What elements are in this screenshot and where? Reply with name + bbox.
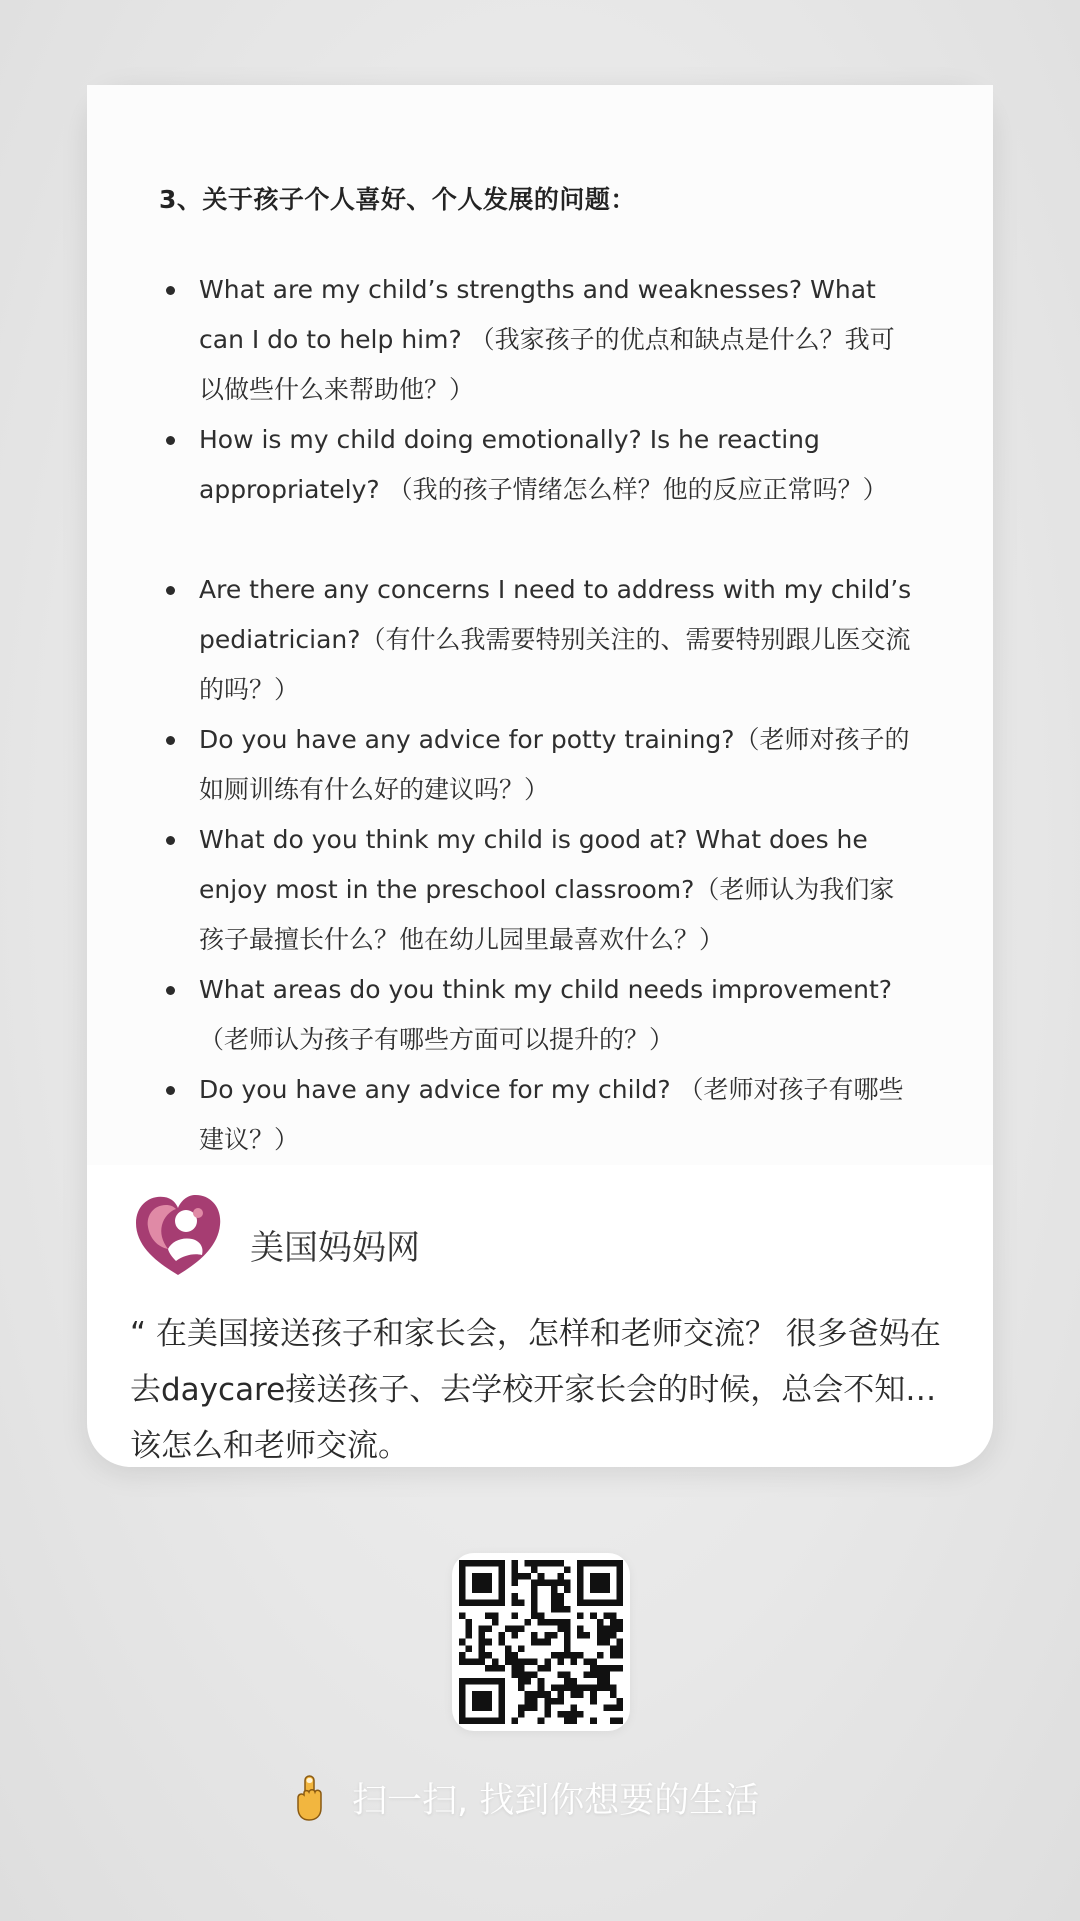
pointing-hand-icon: [290, 1774, 332, 1822]
question-item: Are there any concerns I need to address with my child’s pediatrician?（有什么我需要特别关注的、需要特别跟儿医交流的吗？）: [199, 565, 919, 715]
question-item: Do you have any advice for potty training?（老师对孩子的如厕训练有什么好的建议吗？）: [199, 715, 919, 815]
article-screenshot: [87, 85, 993, 1165]
mother-child-heart-logo-icon: [128, 1183, 228, 1283]
share-card[interactable]: [87, 85, 993, 1467]
qr-code-box[interactable]: [452, 1553, 630, 1731]
article-summary: “ 在美国接送孩子和家长会，怎样和老师交流？ 很多爸妈在去daycare接送孩子、去学校开家长会的时候，总会不知道该怎么和老师交流。: [130, 1316, 941, 1464]
qr-code-icon: [459, 1560, 623, 1724]
question-item: What are my child’s strengths and weaknesses? What can I do to help him? （我家孩子的优点和缺点是什么？我可以做些什么来帮助他？）: [199, 265, 919, 415]
question-item: Do you have any advice for my child? （老师对孩子有哪些建议？）: [199, 1065, 919, 1165]
brand-row[interactable]: [128, 1183, 420, 1283]
brand-name: 美国妈妈网: [250, 1227, 420, 1268]
scan-prompt: [290, 1770, 759, 1826]
article-heading: 3、关于孩子个人喜好、个人发展的问题：: [159, 185, 636, 214]
question-item: How is my child doing emotionally? Is he reacting appropriately? （我的孩子情绪怎么样？他的反应正常吗？）: [199, 415, 919, 515]
question-item: What do you think my child is good at? What does he enjoy most in the preschool classroom?（老师认为我们家孩子最擅长什么？他在幼儿园里最喜欢什么？）: [199, 815, 919, 965]
scan-prompt-text: 扫一扫, 找到你想要的生活: [352, 1781, 760, 1821]
question-item: What areas do you think my child needs improvement?（老师认为孩子有哪些方面可以提升的？）: [199, 965, 919, 1065]
